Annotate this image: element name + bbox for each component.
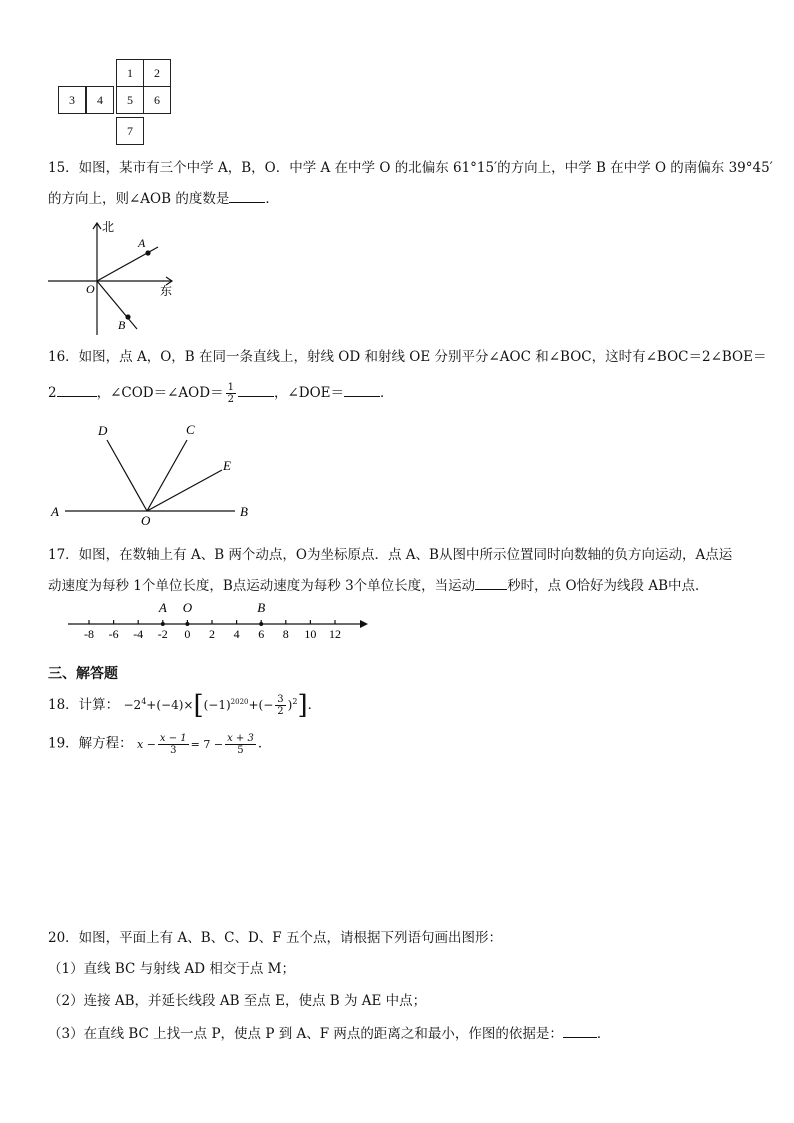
q15-text-line1: 15．如图，某市有三个中学 A，B，O．中学 A 在中学 O 的北偏东 61°15′的方向上，中学 B 在中学 O 的南偏东 39°45′ [48,160,773,176]
point-a [145,250,150,255]
q20-text-line1: 20．如图，平面上有 A、B、C、D、F 五个点，请根据下列语句画出图形： [48,930,502,946]
label-a: A [138,236,146,250]
q15-compass-figure [40,215,190,340]
cube-net-cell: 2 [143,59,171,87]
answer-blank[interactable] [229,190,265,203]
cube-net-cell: 3 [58,86,86,114]
axis-tick-label: 6 [258,627,265,641]
answer-blank[interactable] [57,384,97,397]
axis-tick-label: 2 [209,627,215,641]
q15-text: 的方向上，则∠AOB 的度数是 [48,191,230,207]
ray-ob [97,281,137,329]
q17-text-line1: 17．如图，在数轴上有 A、B 两个动点，O为坐标原点．点 A、B从图中所示位置同时向数轴的负方向运动，A点运 [48,547,733,563]
q16-text: ，∠COD＝∠AOD＝ [96,385,224,401]
q16-angle-figure [45,418,265,530]
section-title: 三、解答题 [48,666,118,682]
axis-tick-label: 10 [304,627,317,641]
label-b: B [118,318,126,332]
q20-text: ． [596,1026,611,1042]
answer-blank[interactable] [238,384,274,397]
fraction-x-minus-1-over-3: $\frac{x - 1}{3}$ [159,733,187,756]
q18-math: $-2^4+(-4)\times[(-1)^{2020}+(-$ $\frac{3}{2}$ )$^2$] [123,690,308,721]
q18-expression: 18．计算： $-2^4+(-4)\times[(-1)^{2020}+(-$ $\frac{3}{2}$ )$^2$]． [48,690,322,721]
axis-tick-label: -4 [133,627,144,641]
label-b: B [240,504,248,519]
label-o: O [86,282,95,296]
q17-text-line2 [48,576,709,596]
axis-tick-label: 0 [184,627,191,641]
q18-prefix: 18．计算： [48,697,120,713]
q19-prefix: 19．解方程： [48,735,133,752]
cube-net-cell: 6 [143,86,171,114]
axis-tick-label: 4 [233,627,240,641]
axis-tick-label: 8 [282,627,289,641]
fraction-three-halves: $\frac{3}{2}$ [277,694,284,717]
q16-text: 2 [48,385,57,401]
q19-math: x − $\frac{x - 1}{3}$ = 7 − $\frac{x + 3}{5}$ [136,733,254,756]
cube-net-cell: 4 [86,86,114,114]
q20-item3 [48,1024,610,1044]
q17-text: 秒时，点 O恰好为线段 AB中点． [507,578,709,594]
point-b [125,314,130,319]
label-o: O [141,513,151,528]
point-label-b: B [257,600,266,615]
point-b [259,622,263,626]
fraction-x-plus-3-over-5: $\frac{x + 3}{5}$ [227,733,254,756]
ray-od [107,440,147,511]
q19-equation: 19．解方程： x − $\frac{x - 1}{3}$ = 7 − $\frac{x + 3}{5}$ ． [48,733,272,756]
axis-tick-label: 12 [329,627,341,641]
label-c: C [186,422,195,437]
north-label: 北 [102,220,115,234]
cube-net-cell: 5 [116,86,144,114]
axis-tick-label: -2 [157,627,168,641]
q16-text: ，∠DOE＝ [273,385,345,401]
point-label-a: A [158,600,167,615]
q20-text: （3）在直线 BC 上找一点 P，使点 P 到 A、F 两点的距离之和最小，作图的依据是： [48,1026,563,1042]
east-label: 东 [160,284,173,298]
q16-text-line2 [48,382,394,405]
answer-blank[interactable] [344,384,380,397]
label-d: D [98,423,108,438]
point-label-o: O [182,600,193,615]
fraction-one-half: $\frac{1}{2}$ [227,382,234,405]
axis-tick-label: -8 [84,627,94,641]
label-e: E [223,458,231,473]
axis-arrow [360,620,368,628]
q16-text-line1: 16．如图，点 A，O，B 在同一条直线上，射线 OD 和射线 OE 分别平分∠AOC 和∠BOC，这时有∠BOC＝2∠BOE＝ [48,349,767,365]
cube-net-cell: 1 [116,59,144,87]
answer-blank[interactable] [475,577,507,590]
cube-net-cell: 7 [116,117,144,145]
q15-text-line2 [48,189,279,209]
q16-text: ． [380,385,394,401]
q17-number-line [60,598,370,644]
q15-text: ． [265,191,279,207]
big-bracket-right: ] [297,690,308,721]
big-bracket-left: [ [193,690,204,721]
label-a: A [51,504,59,519]
axis-tick-label: -6 [108,627,119,641]
q17-text: 动速度为每秒 1个单位长度，B点运动速度为每秒 3个单位长度，当运动 [48,578,476,594]
answer-blank[interactable] [563,1025,597,1038]
q20-item2: （2）连接 AB，并延长线段 AB 至点 E，使点 B 为 AE 中点； [48,993,427,1009]
point-a [161,622,165,626]
point-o [185,622,189,626]
q20-item1: （1）直线 BC 与射线 AD 相交于点 M； [48,961,295,977]
